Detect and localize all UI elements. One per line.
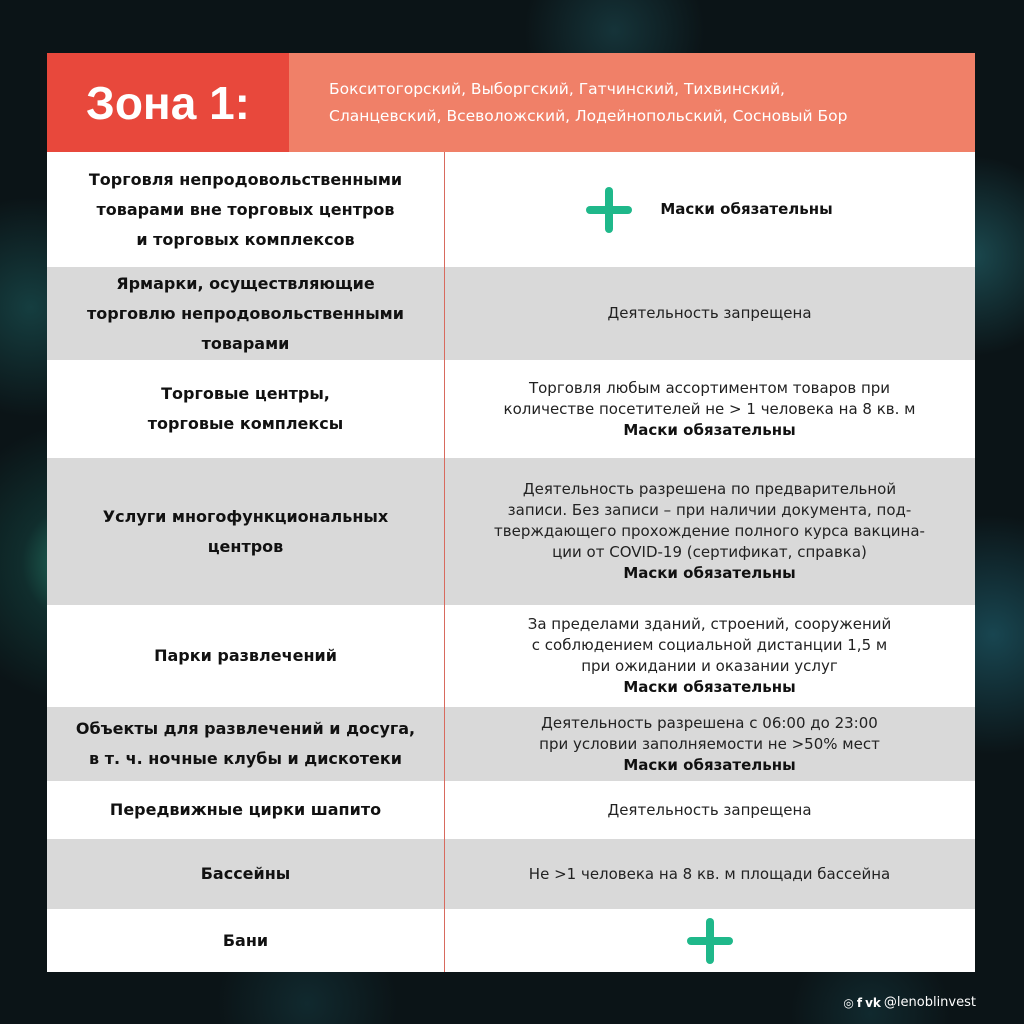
- plus-icon: [586, 187, 632, 233]
- status-cell: Торговля любым ассортиментом товаров при количестве посетителей не > 1 человека на 8 кв. м Маски обязательны: [503, 378, 916, 439]
- activity-cell: Объекты для развлечений и досуга, в т. ч. ночные клубы и дискотеки: [75, 719, 416, 768]
- status-cell: Деятельность запрещена: [607, 304, 812, 322]
- table-row: [47, 839, 975, 909]
- status-cell: [444, 152, 975, 267]
- zone-table-card: [47, 53, 975, 972]
- facebook-icon[interactable]: f: [856, 995, 863, 1010]
- masks-required: Маски обязательны: [623, 678, 796, 696]
- table-row: [47, 781, 975, 839]
- status-cell: Не >1 человека на 8 кв. м площади бассейна: [528, 864, 891, 883]
- activity-cell: Бассейны: [200, 864, 291, 883]
- zone-title: Зона 1:: [47, 53, 289, 152]
- vk-icon[interactable]: vk: [865, 995, 881, 1010]
- activity-cell: Бани: [222, 930, 269, 950]
- status-cell: За пределами зданий, строений, сооружений с соблюдением социальной дистанции 1,5 м при ожидании и оказании услуг Маски обязательны: [527, 615, 892, 696]
- table-row: [47, 152, 975, 267]
- social-handle[interactable]: @lenoblinvest: [883, 995, 976, 1010]
- status-cell: Деятельность разрешена по предварительной записи. Без записи – при наличии документа, под- тверждающего прохождение полного курса вакцина- ции от COVID-19 (сертификат, справка) Маски обязательны: [494, 480, 925, 582]
- table-row: [47, 909, 975, 972]
- status-cell: Деятельность разрешена с 06:00 до 23:00 при условии заполняемости не >50% мест Маски обязательны: [539, 713, 880, 774]
- activity-cell: Услуги многофункциональных центров: [102, 506, 389, 556]
- districts-line-2: Сланцевский, Всеволожский, Лодейнопольский, Сосновый Бор: [329, 106, 848, 125]
- masks-required: Маски обязательны: [623, 564, 796, 582]
- activity-cell: Ярмарки, осуществляющие торговлю непродовольственными товарами: [87, 273, 404, 353]
- table-row: [47, 707, 975, 781]
- status-cell: Деятельность запрещена: [607, 800, 812, 819]
- activity-cell: Передвижные цирки шапито: [109, 800, 382, 819]
- table-row: [47, 360, 975, 458]
- districts-list: [289, 53, 975, 152]
- social-footer: [843, 995, 976, 1010]
- masks-required: Маски обязательны: [623, 420, 796, 439]
- table-row: [47, 267, 975, 360]
- activity-cell: Торговля непродовольственными товарами вне торговых центров и торговых комплексов: [88, 169, 403, 249]
- districts-line-1: Бокситогорский, Выборгский, Гатчинский, Тихвинский,: [329, 79, 785, 98]
- zone-header: [47, 53, 975, 152]
- column-divider: [444, 152, 445, 972]
- table-row: [47, 458, 975, 605]
- masks-required: Маски обязательны: [623, 755, 796, 774]
- activity-cell: Торговые центры, торговые комплексы: [147, 384, 344, 433]
- activity-cell: Парки развлечений: [154, 646, 337, 665]
- table-row: [47, 605, 975, 707]
- plus-icon: [687, 918, 733, 964]
- instagram-icon[interactable]: ◎: [843, 995, 854, 1010]
- masks-required: Маски обязательны: [660, 200, 833, 218]
- status-cell: [444, 909, 975, 972]
